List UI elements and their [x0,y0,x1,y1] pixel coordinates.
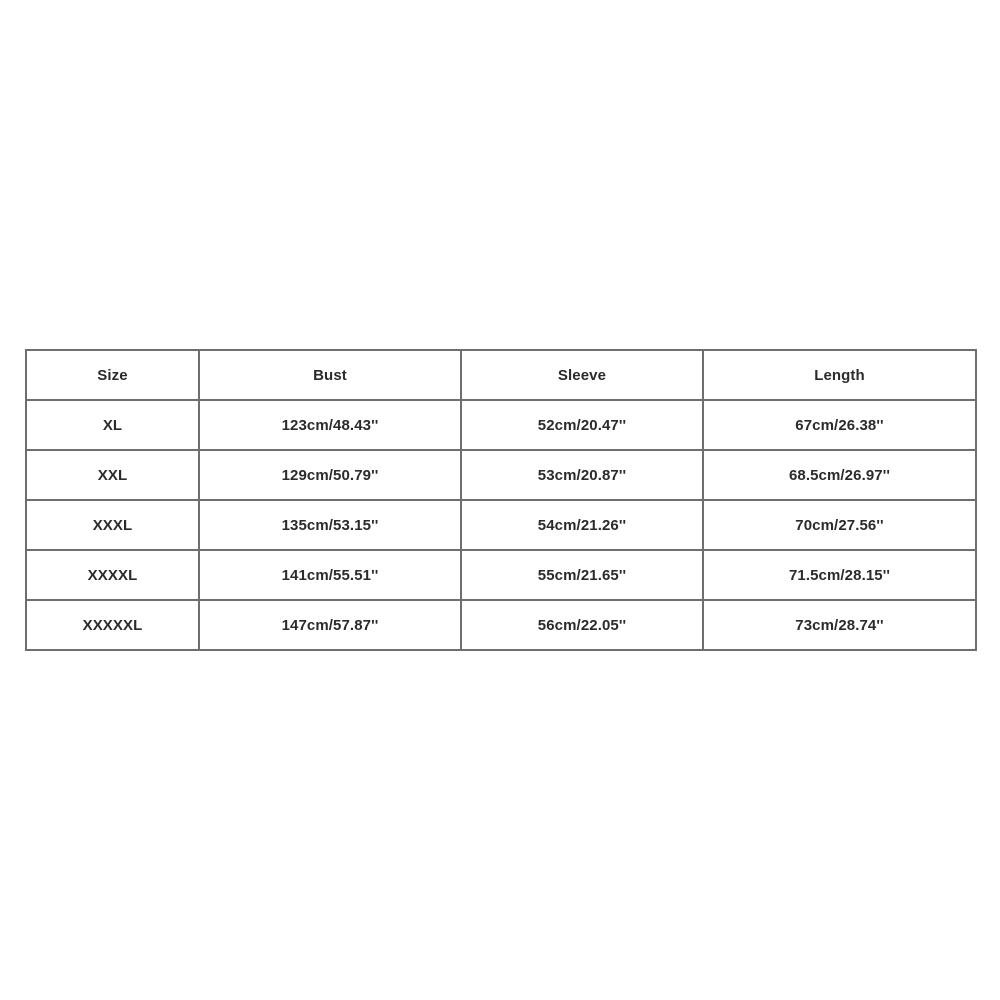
size-cell: XXXL [26,500,199,550]
sleeve-cell: 55cm/21.65'' [461,550,703,600]
length-cell: 68.5cm/26.97'' [703,450,976,500]
sleeve-cell: 52cm/20.47'' [461,400,703,450]
bust-cell: 147cm/57.87'' [199,600,461,650]
table-row [26,550,976,600]
header-sleeve: Sleeve [461,350,703,400]
size-cell: XXL [26,450,199,500]
length-cell: 71.5cm/28.15'' [703,550,976,600]
size-chart-table [25,349,977,651]
table-row [26,450,976,500]
size-cell: XXXXXL [26,600,199,650]
length-cell: 67cm/26.38'' [703,400,976,450]
table-row [26,500,976,550]
header-length: Length [703,350,976,400]
bust-cell: 135cm/53.15'' [199,500,461,550]
bust-cell: 123cm/48.43'' [199,400,461,450]
table-row [26,400,976,450]
sleeve-cell: 54cm/21.26'' [461,500,703,550]
sleeve-cell: 56cm/22.05'' [461,600,703,650]
length-cell: 73cm/28.74'' [703,600,976,650]
header-size: Size [26,350,199,400]
bust-cell: 141cm/55.51'' [199,550,461,600]
sleeve-cell: 53cm/20.87'' [461,450,703,500]
length-cell: 70cm/27.56'' [703,500,976,550]
header-bust: Bust [199,350,461,400]
size-cell: XXXXL [26,550,199,600]
size-cell: XL [26,400,199,450]
table-header-row [26,350,976,400]
table-row [26,600,976,650]
bust-cell: 129cm/50.79'' [199,450,461,500]
